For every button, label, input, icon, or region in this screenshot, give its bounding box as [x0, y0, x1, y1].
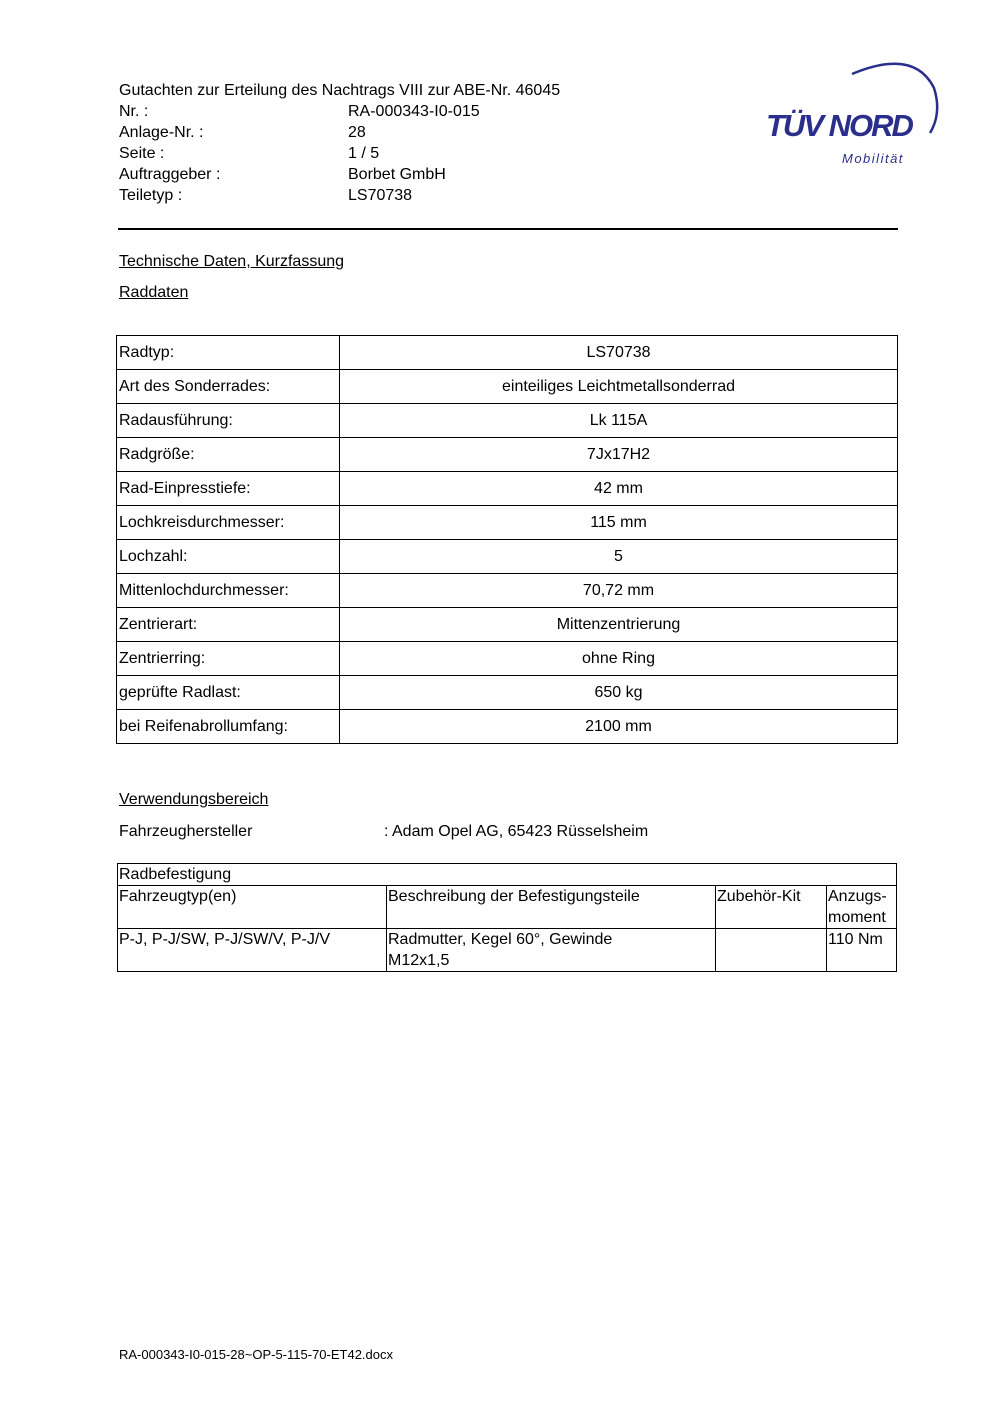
- fastening-table: [117, 863, 897, 972]
- row-label: Zentrierring:: [117, 642, 340, 676]
- row-label: Radausführung:: [117, 404, 340, 438]
- wheel-data-table: [116, 335, 898, 744]
- row-label: Mittenlochdurchmesser:: [117, 574, 340, 608]
- table-row: [117, 676, 898, 710]
- header-divider: [118, 228, 898, 230]
- table-header-row: [118, 886, 897, 929]
- field-value-anlage: 28: [348, 124, 366, 141]
- section-summary-heading: Technische Daten, Kurzfassung: [119, 253, 345, 270]
- field-value-auftraggeber: Borbet GmbH: [348, 166, 446, 183]
- row-value: 650 kg: [340, 676, 898, 710]
- field-value-seite: 1 / 5: [348, 145, 380, 162]
- document-title: Gutachten zur Erteilung des Nachtrags VIII zur ABE-Nr. 46045: [119, 82, 561, 99]
- row-value: 2100 mm: [340, 710, 898, 744]
- row-value: 115 mm: [340, 506, 898, 540]
- tuv-nord-logo: [764, 58, 940, 170]
- table-row: [118, 929, 897, 972]
- table-cell: [716, 929, 827, 972]
- column-header: Fahrzeugtyp(en): [118, 886, 387, 929]
- row-label: bei Reifenabrollumfang:: [117, 710, 340, 744]
- row-label: Art des Sonderrades:: [117, 370, 340, 404]
- row-label: Rad-Einpresstiefe:: [117, 472, 340, 506]
- field-label-anlage: Anlage-Nr. :: [119, 124, 204, 141]
- table-row: [117, 370, 898, 404]
- svg-text:TÜV NORD: TÜV NORD: [766, 108, 912, 143]
- row-value: 42 mm: [340, 472, 898, 506]
- column-header: Anzugs- moment: [827, 886, 897, 929]
- table-cell: 110 Nm: [827, 929, 897, 972]
- table-title-row: [118, 864, 897, 886]
- row-label: Radtyp:: [117, 336, 340, 370]
- tuv-nord-logo-mark: [764, 58, 940, 170]
- table-row: [117, 506, 898, 540]
- table-row: [117, 574, 898, 608]
- manufacturer-label: Fahrzeughersteller: [119, 823, 253, 840]
- row-value: 70,72 mm: [340, 574, 898, 608]
- table-row: [117, 336, 898, 370]
- table-row: [117, 608, 898, 642]
- field-value-nr: RA-000343-I0-015: [348, 103, 480, 120]
- footer-filename: RA-000343-I0-015-28~OP-5-115-70-ET42.docx: [119, 1347, 393, 1362]
- row-label: Lochzahl:: [117, 540, 340, 574]
- table-cell: P-J, P-J/SW, P-J/SW/V, P-J/V: [118, 929, 387, 972]
- manufacturer-value: : Adam Opel AG, 65423 Rüsselsheim: [384, 823, 649, 840]
- field-label-nr: Nr. :: [119, 103, 149, 120]
- row-label: Radgröße:: [117, 438, 340, 472]
- column-header: Beschreibung der Befestigungsteile: [387, 886, 716, 929]
- table-row: [117, 540, 898, 574]
- field-value-teiletyp: LS70738: [348, 187, 413, 204]
- field-label-auftraggeber: Auftraggeber :: [119, 166, 221, 183]
- row-value: Lk 115A: [340, 404, 898, 438]
- table-row: [117, 404, 898, 438]
- row-label: geprüfte Radlast:: [117, 676, 340, 710]
- row-value: 5: [340, 540, 898, 574]
- row-label: Lochkreisdurchmesser:: [117, 506, 340, 540]
- section-usage-heading: Verwendungsbereich: [119, 791, 269, 808]
- table-row: [117, 710, 898, 744]
- table-row: [117, 438, 898, 472]
- row-value: 7Jx17H2: [340, 438, 898, 472]
- row-value: ohne Ring: [340, 642, 898, 676]
- row-value: Mittenzentrierung: [340, 608, 898, 642]
- table-cell: Radmutter, Kegel 60°, Gewinde M12x1,5: [387, 929, 716, 972]
- table-row: [117, 472, 898, 506]
- fastening-title: Radbefestigung: [118, 864, 897, 886]
- row-value: LS70738: [340, 336, 898, 370]
- column-header: Zubehör-Kit: [716, 886, 827, 929]
- svg-text:Mobilität: Mobilität: [842, 151, 904, 166]
- field-label-seite: Seite :: [119, 145, 165, 162]
- table-row: [117, 642, 898, 676]
- field-label-teiletyp: Teiletyp :: [119, 187, 183, 204]
- row-label: Zentrierart:: [117, 608, 340, 642]
- section-wheel-heading: Raddaten: [119, 284, 189, 301]
- row-value: einteiliges Leichtmetallsonderrad: [340, 370, 898, 404]
